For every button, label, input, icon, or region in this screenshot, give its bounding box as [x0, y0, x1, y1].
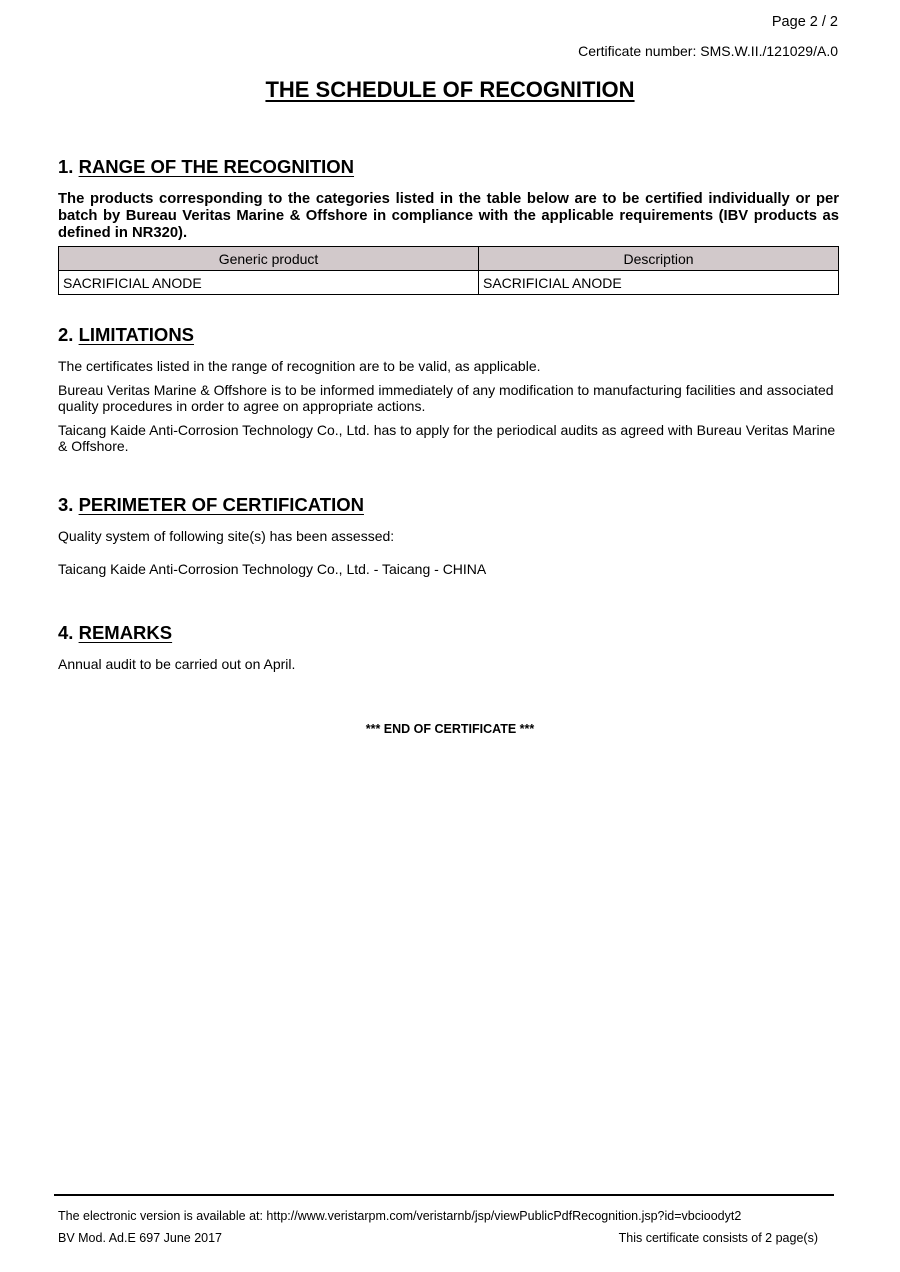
footer-divider: [54, 1194, 834, 1196]
limitations-paragraph: [58, 382, 839, 414]
section-perimeter: [58, 494, 839, 516]
section-heading: [58, 622, 839, 644]
section-remarks: [58, 622, 839, 644]
section-number: 4.: [58, 622, 74, 643]
section-limitations: [58, 324, 839, 346]
section-number: 2.: [58, 324, 74, 345]
table-cell: SACRIFICIAL ANODE: [479, 271, 839, 295]
range-intro: The products corresponding to the categories listed in the table below are to be certified individually or per batch by Bureau Veritas Marine & Offshore in compliance with the applicable requirements (IBV products as defined in NR320).: [58, 191, 839, 241]
paragraph-text: Taicang Kaide Anti-Corrosion Technology Co., Ltd. - Taicang - CHINA: [58, 561, 487, 577]
paragraph-text: Bureau Veritas Marine & Offshore is to be informed immediately of any modification to manufacturing facilities and associated quality procedures in order to agree on appropriate actions.: [58, 382, 834, 414]
table-cell: SACRIFICIAL ANODE: [59, 271, 479, 295]
section-title: REMARKS: [78, 622, 173, 643]
limitations-paragraph: [58, 358, 839, 374]
range-intro-block: [58, 191, 839, 242]
page-count: This certificate consists of 2 page(s): [618, 1231, 818, 1245]
table-row: [59, 271, 839, 295]
section-title: PERIMETER OF CERTIFICATION: [78, 494, 364, 515]
perimeter-site: [58, 561, 839, 577]
certificate-number: Certificate number: SMS.W.II./121029/A.0: [578, 43, 838, 59]
section-range: [58, 156, 839, 178]
paragraph-text: Annual audit to be carried out on April.: [58, 656, 296, 672]
section-title: LIMITATIONS: [78, 324, 195, 345]
recognition-table-wrap: [58, 246, 839, 295]
end-of-certificate: *** END OF CERTIFICATE ***: [365, 722, 535, 736]
paragraph-text: The certificates listed in the range of recognition are to be valid, as applicable.: [58, 358, 541, 374]
limitations-paragraph: [58, 422, 839, 454]
section-heading: [58, 494, 839, 516]
section-heading: [58, 156, 839, 178]
paragraph-text: Quality system of following site(s) has been assessed:: [58, 528, 395, 544]
section-heading: [58, 324, 839, 346]
section-number: 3.: [58, 494, 74, 515]
form-reference: BV Mod. Ad.E 697 June 2017: [58, 1231, 223, 1245]
section-number: 1.: [58, 156, 74, 177]
paragraph-text: Taicang Kaide Anti-Corrosion Technology Co., Ltd. has to apply for the periodical audits as agreed with Bureau Veritas Marine & Offshore.: [58, 422, 836, 454]
table-header-row: [59, 247, 839, 271]
page-title: THE SCHEDULE OF RECOGNITION: [265, 77, 635, 102]
remarks-paragraph: [58, 656, 839, 672]
column-header: Description: [479, 247, 839, 271]
page-number: Page 2 / 2: [771, 14, 838, 30]
recognition-table: [58, 246, 839, 295]
perimeter-paragraph: [58, 528, 839, 544]
section-title: RANGE OF THE RECOGNITION: [78, 156, 355, 177]
column-header: Generic product: [59, 247, 479, 271]
electronic-version-link[interactable]: The electronic version is available at: http://www.veristarpm.com/veristarnb/jsp/viewPublicPdfRecognition.jsp?id=vbcioodyt2: [58, 1209, 742, 1223]
